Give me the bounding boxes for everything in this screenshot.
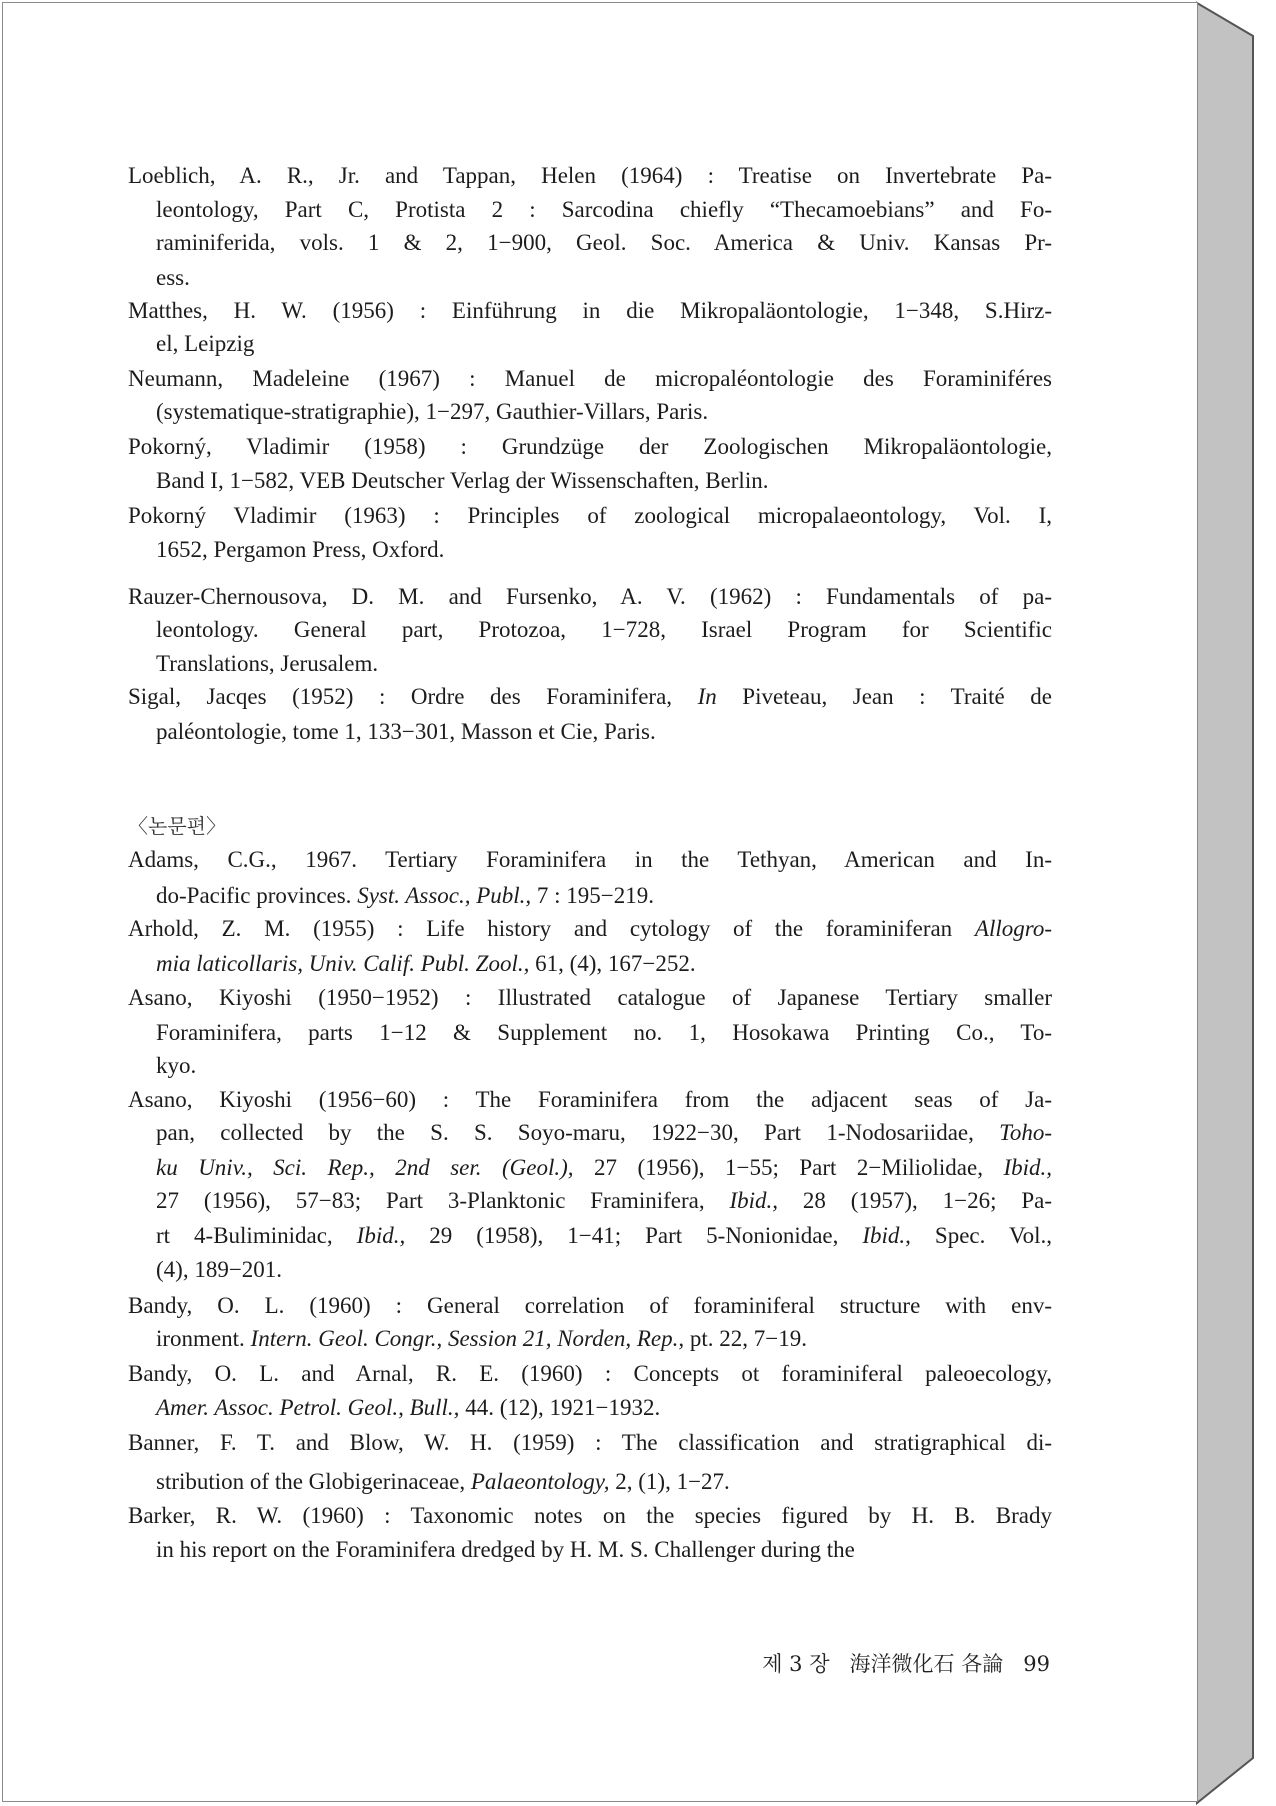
citation-text: 29 (1958), 1−41; Part 5-Nonionidae, xyxy=(405,1223,863,1248)
reference-line xyxy=(128,430,1052,464)
citation-text: el, Leipzig xyxy=(156,331,255,356)
citation-text: kyo. xyxy=(156,1053,197,1078)
italic-citation-text: Ibid., xyxy=(862,1223,911,1248)
citation-text: in his report on the Foraminifera dredged by H. M. S. Challenger during the xyxy=(156,1537,855,1562)
citation-text: (4), 189−201. xyxy=(156,1257,283,1282)
reference-line xyxy=(156,1049,196,1083)
page-footer xyxy=(690,1648,1050,1678)
italic-citation-text: Allogro- xyxy=(974,916,1052,941)
reference-line xyxy=(128,1289,1052,1323)
reference-line xyxy=(128,499,1052,533)
reference-line xyxy=(128,580,1052,614)
reference-line xyxy=(156,1219,1052,1253)
citation-text: Arhold, Z. M. (1955) : Life history and cytology of the foraminiferan xyxy=(128,916,975,941)
reference-line xyxy=(156,715,656,749)
citation-text: 27 (1956), 57−83; Part 3-Planktonic Framinifera, xyxy=(156,1188,730,1213)
citation-text: leontology. General part, Protozoa, 1−728, Israel Program for Scientific xyxy=(156,617,1052,642)
citation-text: 27 (1956), 1−55; Part 2−Miliolidae, xyxy=(573,1155,1004,1180)
citation-text: Bandy, O. L. (1960) : General correlation of foraminiferal structure with env- xyxy=(128,1293,1052,1318)
citation-text: Asano, Kiyoshi (1950−1952) : Illustrated catalogue of Japanese Tertiary smaller xyxy=(128,985,1052,1010)
citation-text: 61, (4), 167−252. xyxy=(529,951,696,976)
reference-line xyxy=(156,1253,282,1287)
citation-text: Neumann, Madeleine (1967) : Manuel de micropaléontologie des Foraminiféres xyxy=(128,366,1052,391)
italic-citation-text: Palaeontology, xyxy=(470,1469,610,1494)
reference-line xyxy=(128,1426,1052,1460)
italic-citation-text: In xyxy=(697,684,717,709)
citation-text: Barker, R. W. (1960) : Taxonomic notes on the species figured by H. B. Brady xyxy=(128,1503,1052,1528)
reference-line xyxy=(128,1083,1052,1117)
citation-text: Rauzer-Chernousova, D. M. and Fursenko, A. V. (1962) : Fundamentals of pa- xyxy=(128,584,1052,609)
reference-line xyxy=(156,1322,807,1356)
citation-text: Piveteau, Jean : Traité de xyxy=(716,684,1052,709)
reference-line xyxy=(156,879,654,913)
citation-text: Band I, 1−582, VEB Deutscher Verlag der Wissenschaften, Berlin. xyxy=(156,468,769,493)
citation-text: Bandy, O. L. and Arnal, R. E. (1960) : Concepts ot foraminiferal paleoecology, xyxy=(128,1361,1052,1386)
reference-line xyxy=(156,1391,660,1425)
reference-line xyxy=(128,843,1052,877)
reference-line xyxy=(156,261,190,295)
reference-line xyxy=(156,647,378,681)
citation-text: pan, collected by the S. S. Soyo-maru, 1922−30, Part 1-Nodosariidae, xyxy=(156,1120,1000,1145)
citation-text: ess. xyxy=(156,265,190,290)
citation-text: Pokorný, Vladimir (1958) : Grundzüge der Zoologischen Mikropaläontologie, xyxy=(128,434,1052,459)
citation-text: raminiferida, vols. 1 & 2, 1−900, Geol. Soc. America & Univ. Kansas Pr- xyxy=(156,230,1052,255)
citation-text: Loeblich, A. R., Jr. and Tappan, Helen (1964) : Treatise on Invertebrate Pa- xyxy=(128,163,1052,188)
reference-line xyxy=(128,680,1052,714)
reference-line xyxy=(156,1116,1052,1150)
reference-line xyxy=(156,1016,1052,1050)
reference-line xyxy=(128,159,1052,193)
italic-citation-text: Syst. Assoc., Publ., xyxy=(357,883,532,908)
italic-citation-text: ku Univ., Sci. Rep., 2nd ser. (Geol.), xyxy=(156,1155,574,1180)
reference-line xyxy=(156,613,1052,647)
reference-line xyxy=(156,1533,855,1567)
citation-text: leontology, Part C, Protista 2 : Sarcodina chiefly “Thecamoebians” and Fo- xyxy=(156,197,1052,222)
footer-chapter: 제 3 장 xyxy=(762,1652,830,1676)
italic-citation-text: mia laticollaris, Univ. Calif. Publ. Zool., xyxy=(156,951,530,976)
reference-line xyxy=(156,1184,1052,1218)
italic-citation-text: Toho- xyxy=(999,1120,1052,1145)
citation-text: Translations, Jerusalem. xyxy=(156,651,379,676)
citation-text: rt 4-Buliminidac, xyxy=(156,1223,357,1248)
reference-line xyxy=(128,294,1052,328)
reference-line xyxy=(156,1151,1052,1185)
reference-line xyxy=(128,1499,1052,1533)
citation-text: Banner, F. T. and Blow, W. H. (1959) : The classification and stratigraphical di- xyxy=(128,1430,1052,1455)
citation-text: pt. 22, 7−19. xyxy=(684,1326,807,1351)
citation-text: Sigal, Jacqes (1952) : Ordre des Foraminifera, xyxy=(128,684,698,709)
italic-citation-text: Intern. Geol. Congr., Session 21, Norden, Rep., xyxy=(250,1326,685,1351)
italic-citation-text: Ibid., xyxy=(356,1223,406,1248)
citation-text: 1652, Pergamon Press, Oxford. xyxy=(156,537,445,562)
citation-text: do-Pacific provinces. xyxy=(156,883,358,908)
italic-citation-text: Ibid., xyxy=(1003,1155,1052,1180)
citation-text: 7 : 195−219. xyxy=(531,883,655,908)
italic-citation-text: Amer. Assoc. Petrol. Geol., Bull., xyxy=(156,1395,460,1420)
footer-title: 海洋微化石 各論 xyxy=(849,1652,1004,1676)
page-number: 99 xyxy=(1023,1652,1050,1676)
reference-line xyxy=(128,981,1052,1015)
citation-text: Spec. Vol., xyxy=(910,1223,1052,1248)
citation-text: Adams, C.G., 1967. Tertiary Foraminifera in the Tethyan, American and In- xyxy=(128,847,1052,872)
citation-text: Matthes, H. W. (1956) : Einführung in die Mikropaläontologie, 1−348, S.Hirz- xyxy=(128,298,1052,323)
reference-line xyxy=(156,947,696,981)
reference-line xyxy=(156,464,768,498)
reference-line xyxy=(156,533,444,567)
section-heading-papers: 〈논문편〉 xyxy=(128,814,226,838)
reference-line xyxy=(156,1465,730,1499)
reference-line xyxy=(128,362,1052,396)
citation-text: stribution of the Globigerinaceae, xyxy=(156,1469,471,1494)
reference-line xyxy=(156,395,708,429)
reference-line xyxy=(128,1357,1052,1391)
reference-line xyxy=(128,912,1052,946)
reference-line xyxy=(156,226,1052,260)
citation-text: paléontologie, tome 1, 133−301, Masson et Cie, Paris. xyxy=(156,719,656,744)
citation-text: ironment. xyxy=(156,1326,251,1351)
citation-text: (systematique-stratigraphie), 1−297, Gauthier-Villars, Paris. xyxy=(156,399,709,424)
citation-text: Foraminifera, parts 1−12 & Supplement no. 1, Hosokawa Printing Co., To- xyxy=(156,1020,1052,1045)
citation-text: Asano, Kiyoshi (1956−60) : The Foraminifera from the adjacent seas of Ja- xyxy=(128,1087,1052,1112)
citation-text: 28 (1957), 1−26; Pa- xyxy=(778,1188,1052,1213)
italic-citation-text: Ibid., xyxy=(729,1188,778,1213)
reference-line xyxy=(156,327,254,361)
citation-text: 44. (12), 1921−1932. xyxy=(459,1395,661,1420)
citation-text: Pokorný Vladimir (1963) : Principles of zoological micropalaeontology, Vol. I, xyxy=(128,503,1052,528)
reference-line xyxy=(156,193,1052,227)
citation-text: 2, (1), 1−27. xyxy=(609,1469,730,1494)
